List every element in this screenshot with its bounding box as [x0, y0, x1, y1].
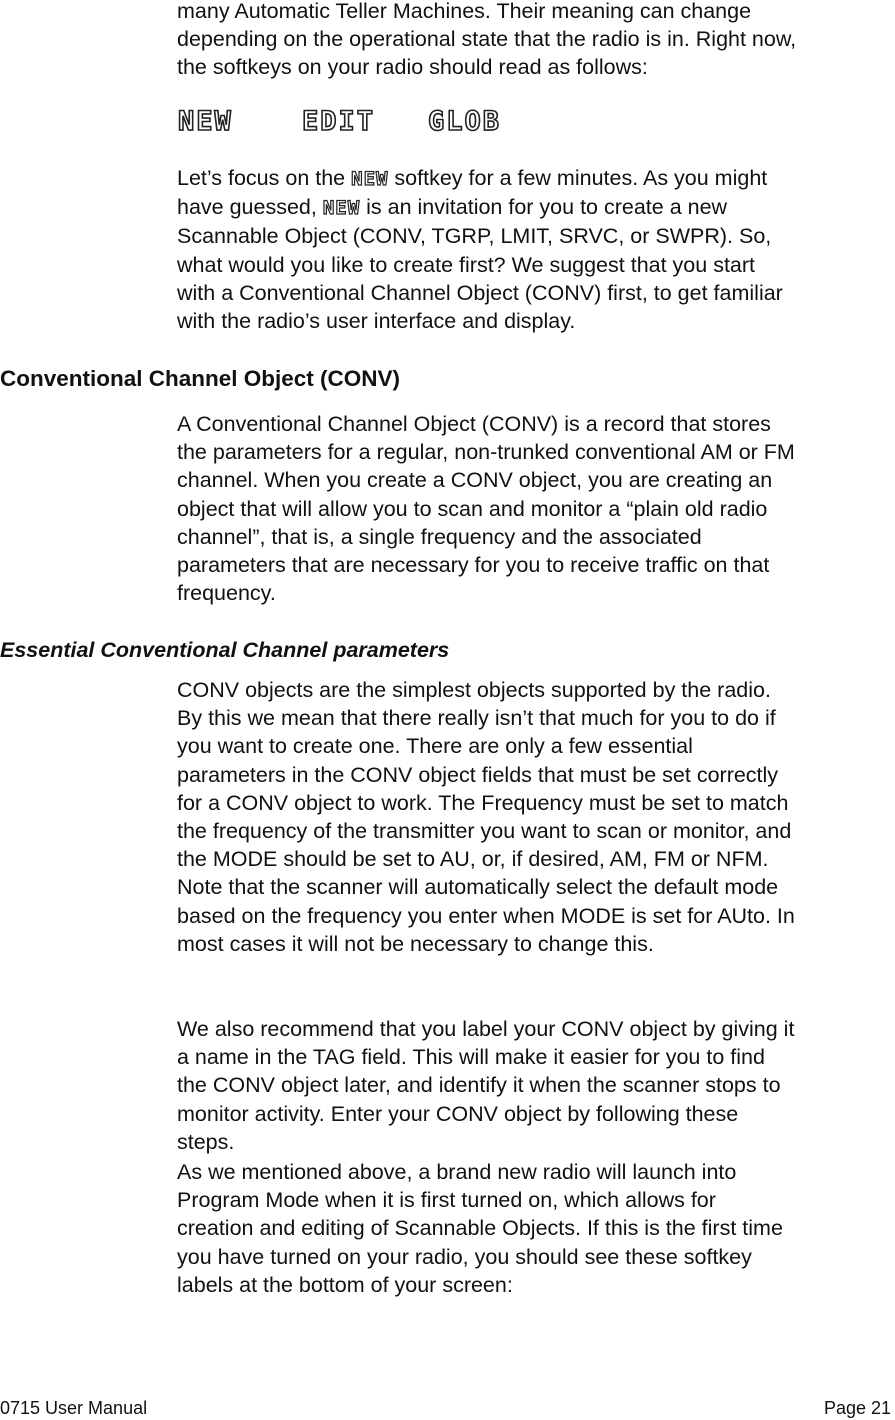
- inline-softkey-new: NEW: [351, 168, 389, 190]
- softkey-new: NEW: [178, 106, 233, 137]
- footer-manual-title: 0715 User Manual: [0, 1398, 148, 1418]
- softkey-glob: GLOB: [428, 106, 502, 137]
- program-mode-paragraph: As we mentioned above, a brand new radio will launch into Program Mode when it is first turned on, which allows for creation and editing of Scannable Objects. If this is the first time you have turned on your radio, you should see these softkey labels at the bottom of your screen:: [177, 1160, 783, 1297]
- label-paragraph: We also recommend that you label your CONV object by giving it a name in the TAG field. This will make it easier for you to find the CONV object later, and identify it when the scanner stops to monitor activity. Enter your CONV object by following these steps.: [177, 1017, 795, 1154]
- inline-softkey-new: NEW: [322, 197, 361, 220]
- section-paragraph: A Conventional Channel Object (CONV) is a record that stores the parameters for a regular, non-trunked conventional AM or FM channel. When you create a CONV object, you are creating an object that will allow you to scan and monitor a “plain old radio channel”, that is, a single frequency and the associated parameters that are necessary for you to receive traffic on that frequency.: [177, 412, 795, 606]
- section-heading: Conventional Channel Object (CONV): [0, 366, 401, 391]
- subsection-heading: Essential Conventional Channel parameters: [0, 638, 450, 662]
- softkey-row: [178, 104, 778, 140]
- softkey-edit: EDIT: [302, 106, 376, 137]
- focus-paragraph: [177, 164, 893, 335]
- focus-text-2: softkey for a few minutes. As you might have guessed,: [177, 166, 768, 220]
- focus-text-1: Let’s focus on the: [177, 166, 352, 190]
- intro-paragraph: many Automatic Teller Machines. Their meaning can change depending on the operational state that the radio is in. Right now, the softkeys on your radio should read as follows:: [177, 0, 797, 80]
- focus-text-3: is an invitation for you to create a new Scannable Object (CONV, TGRP, LMIT, SRVC, or SWPR). So, what would you like to create first? We suggest that you start with a Conventional Channel Object (CONV) first, to get familiar with the radio’s user interface and display.: [177, 195, 783, 334]
- essentials-paragraph: CONV objects are the simplest objects supported by the radio. By this we mean that there really isn’t that much for you to do if you want to create one. There are only a few essential parameters in the CONV object fields that must be set correctly for a CONV object to work. The Frequency must be set to match the frequency of the transmitter you want to scan or monitor, and the MODE should be set to AU, or, if desired, AM, FM or NFM. Note that the scanner will automatically select the default mode based on the frequency you enter when MODE is set for AUto. In most cases it will not be necessary to change this.: [177, 678, 795, 956]
- footer-page-number: Page 21: [823, 1398, 891, 1418]
